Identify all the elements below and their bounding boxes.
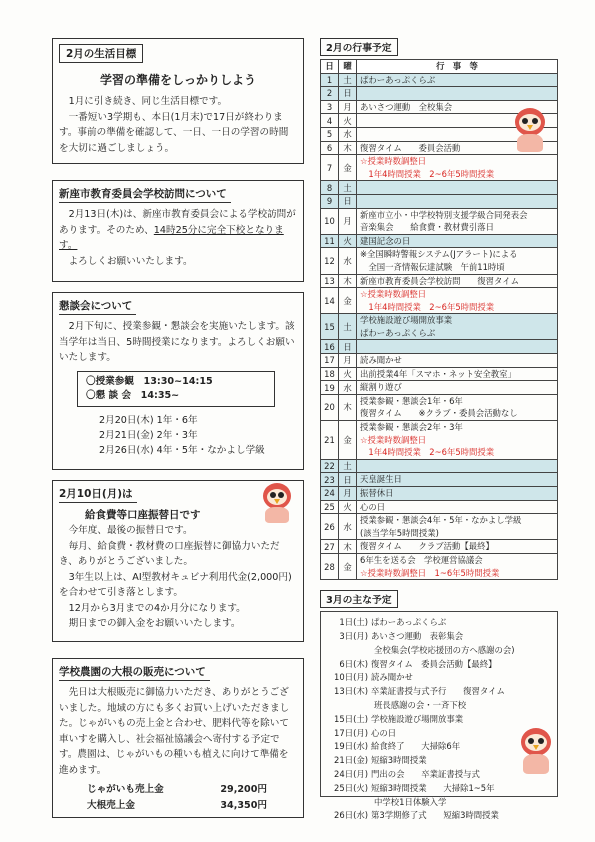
row-day: 19 — [321, 381, 339, 395]
right-column — [320, 38, 558, 821]
item-date: 24日(月) — [334, 768, 368, 779]
row-day: 28 — [321, 553, 339, 579]
row-weekday: 火 — [339, 114, 357, 128]
row-day: 16 — [321, 340, 339, 354]
row-weekday: 木 — [339, 394, 357, 420]
item-date: 3日(月) — [339, 630, 368, 641]
table-row — [321, 208, 558, 234]
early-dismissal-note: 14時25分に完全下校となります。 — [59, 224, 284, 251]
event-line: ☆授業時数調整日 — [360, 434, 427, 445]
school-visit-title: 新座市教育委員会学校訪問について — [59, 186, 231, 203]
item-event: 学校施設遊び場開放事業 — [371, 713, 464, 724]
meeting-time-item: 〇懇 談 会 14:35~ — [86, 389, 180, 401]
table-row — [321, 500, 558, 514]
event-line: 授業参観・懇談会1年・6年 — [360, 395, 463, 406]
farm-sale-box — [52, 658, 304, 818]
item-event: 読み聞かせ — [371, 672, 413, 683]
owl-mascot-cheering-icon — [510, 108, 550, 152]
row-weekday: 金 — [339, 421, 357, 460]
table-row — [321, 194, 558, 208]
row-weekday: 木 — [339, 274, 357, 288]
item-date: 1日(土) — [339, 617, 368, 628]
event-line: 振替休日 — [360, 488, 394, 498]
row-weekday: 水 — [339, 127, 357, 141]
list-item — [325, 658, 553, 672]
sale-row — [59, 782, 297, 798]
row-weekday: 月 — [339, 354, 357, 368]
table-row — [321, 514, 558, 540]
row-weekday: 水 — [339, 381, 357, 395]
row-day: 10 — [321, 208, 339, 234]
row-events — [357, 500, 558, 514]
row-weekday: 火 — [339, 367, 357, 381]
row-day: 17 — [321, 354, 339, 368]
table-row — [321, 487, 558, 501]
school-visit-text: 2月13日(木)は、新座市教育委員会による学校訪問があります。そのため、 — [59, 209, 296, 236]
row-day: 12 — [321, 248, 339, 274]
row-day: 7 — [321, 155, 339, 181]
row-day: 26 — [321, 514, 339, 540]
item-date: 6日(木) — [339, 658, 368, 669]
item-date: 13日(木) — [334, 686, 368, 697]
table-row — [321, 421, 558, 460]
row-day: 25 — [321, 500, 339, 514]
row-weekday: 水 — [339, 248, 357, 274]
event-line: 1年4時間授業 2~6年5時間授業 — [360, 301, 495, 312]
row-day: 21 — [321, 421, 339, 460]
payment-para2: 毎月、給食費・教材費の口座振替に御協力いただき、ありがとうございました。 — [59, 540, 280, 567]
item-event-continued: 全校集会(学校応援団の方へ感謝の会) — [374, 644, 515, 655]
owl-mascot-cleaning-icon — [516, 728, 556, 774]
event-line: 新座市教育委員会学校訪問 復習タイム — [360, 275, 519, 286]
table-row — [321, 288, 558, 314]
row-day: 24 — [321, 487, 339, 501]
table-row — [321, 248, 558, 274]
row-weekday: 木 — [339, 141, 357, 155]
item-date: 17日(月) — [334, 727, 368, 738]
event-line: 1年4時間授業 2~6年5時間授業 — [360, 447, 495, 458]
row-events — [357, 314, 558, 340]
table-row — [321, 367, 558, 381]
row-events — [357, 354, 558, 368]
meeting-dates — [59, 413, 297, 458]
event-line: 授業参観・懇談会2年・3年 — [360, 422, 463, 433]
farm-sale-para: 先日は大根販売に御協力いただき、ありがとうございました。地域の方にも多くお買い上げいただきました。じゃがいもの売上金と合わせ、肥料代等を除いて車いすを購入し、社会福祉協議会へ寄付する予定です。農園は、じゃがいもの種いも植えに向けて準備を進めます。 — [59, 687, 290, 776]
row-events — [357, 421, 558, 460]
life-goal-para2: 一番短い3学期も、本日(1月末)で17日が終わります。事前の準備を確認して、一日、一日の学習の時間を大切に過ごしましょう。 — [59, 111, 289, 154]
header-day: 日 — [321, 60, 339, 74]
table-row — [321, 234, 558, 248]
table-row — [321, 87, 558, 101]
list-item — [325, 671, 553, 685]
table-row — [321, 354, 558, 368]
row-weekday: 土 — [339, 459, 357, 473]
event-line: (該当学年5時間授業) — [360, 527, 439, 538]
row-day: 2 — [321, 87, 339, 101]
item-date: 15日(土) — [334, 713, 368, 724]
row-events — [357, 234, 558, 248]
event-line: 復習タイム クラブ活動【最終】 — [360, 541, 494, 552]
item-event: 短縮3時間授業 大掃除1~5年 — [371, 782, 495, 793]
event-line: ☆授業時数調整日 — [360, 156, 427, 167]
row-day: 3 — [321, 100, 339, 114]
row-day: 15 — [321, 314, 339, 340]
meeting-time-item: 〇授業参観 13:30~14:15 — [86, 375, 213, 387]
item-date: 26日(水) — [334, 810, 368, 821]
sale-label: 大根売上金 — [87, 800, 135, 811]
row-events — [357, 181, 558, 195]
list-item — [325, 713, 553, 727]
row-weekday: 土 — [339, 181, 357, 195]
table-row — [321, 340, 558, 354]
event-line: 心の日 — [360, 501, 386, 512]
item-event-continued: 中学校1日体験入学 — [374, 796, 447, 807]
row-events — [357, 155, 558, 181]
event-line: 学校施設遊び場開放事業 — [360, 315, 453, 326]
event-line: 復習タイム ※クラブ・委員会活動なし — [360, 408, 518, 419]
table-row — [321, 540, 558, 554]
event-line: 復習タイム 委員会活動 — [360, 142, 461, 153]
event-line: 音楽集会 給食費・教材費引落日 — [360, 222, 494, 233]
sale-amount: 29,200円 — [220, 784, 267, 795]
owl-mascot-teacher-icon — [259, 483, 295, 523]
row-weekday: 火 — [339, 234, 357, 248]
payment-title: 2月10日(月)は — [59, 486, 137, 503]
table-row — [321, 394, 558, 420]
table-row — [321, 73, 558, 87]
school-visit-box — [52, 180, 304, 282]
row-events — [357, 194, 558, 208]
table-row — [321, 459, 558, 473]
event-line: 1年4時間授業 2~6年5時間授業 — [360, 168, 495, 179]
event-line: 縦割り遊び — [360, 382, 402, 393]
row-weekday: 日 — [339, 87, 357, 101]
payment-subtitle: 給食費等口座振替日です — [85, 509, 201, 521]
row-events — [357, 274, 558, 288]
row-weekday: 月 — [339, 100, 357, 114]
item-event: 卒業証書授与式予行 復習タイム — [371, 686, 505, 697]
row-day: 1 — [321, 73, 339, 87]
event-line: 6年生を送る会 学校運営協議会 — [360, 554, 483, 565]
row-events — [357, 381, 558, 395]
mar-schedule-title: 3月の主な予定 — [320, 590, 398, 608]
meeting-date-item: 2月21日(金) 2年・3年 — [99, 429, 198, 441]
meeting-date-item: 2月20日(木) 1年・6年 — [99, 414, 198, 426]
row-day: 5 — [321, 127, 339, 141]
row-day: 23 — [321, 473, 339, 487]
feb-schedule-title: 2月の行事予定 — [320, 38, 398, 56]
row-events — [357, 553, 558, 579]
row-events — [357, 288, 558, 314]
table-row — [321, 473, 558, 487]
row-events — [357, 248, 558, 274]
row-weekday: 金 — [339, 288, 357, 314]
row-weekday: 木 — [339, 540, 357, 554]
row-events — [357, 473, 558, 487]
meeting-box — [52, 292, 304, 470]
row-day: 22 — [321, 459, 339, 473]
meeting-para1: 2月下旬に、授業参観・懇談会を実施いたします。該当学年は当日、5時間授業になります。よろしくお願いいたします。 — [59, 321, 295, 363]
item-event: 心の日 — [371, 727, 397, 738]
item-event-continued: 班長感謝の会・一斉下校 — [374, 699, 467, 710]
item-event: 給食終了 大掃除6年 — [371, 741, 461, 752]
item-event: 復習タイム 委員会活動【最終】 — [371, 658, 497, 669]
table-row — [321, 381, 558, 395]
table-header-row — [321, 60, 558, 74]
row-day: 8 — [321, 181, 339, 195]
row-weekday: 土 — [339, 314, 357, 340]
table-row — [321, 181, 558, 195]
event-line: 授業参観・懇談会4年・5年・なかよし学級 — [360, 515, 522, 526]
event-line: 読み聞かせ — [360, 355, 402, 366]
life-goal-para1: 1月に引き続き、同じ生活目標です。 — [68, 96, 228, 107]
item-event: 第3学期修了式 短縮3時間授業 — [371, 810, 499, 821]
farm-sale-title: 学校農園の大根の販売について — [59, 664, 210, 681]
school-visit-para1 — [59, 207, 297, 254]
payment-para1: 今年度、最後の振替日です。 — [68, 525, 193, 536]
event-line: ☆授業時数調整日 1~6年5時間授業 — [360, 567, 500, 578]
header-weekday: 曜 — [339, 60, 357, 74]
list-item — [325, 630, 553, 644]
row-events — [357, 367, 558, 381]
item-event: あいさつ運動 表彰集会 — [371, 630, 464, 641]
row-weekday: 月 — [339, 487, 357, 501]
meeting-times-box — [77, 371, 275, 407]
row-day: 4 — [321, 114, 339, 128]
row-weekday: 日 — [339, 340, 357, 354]
event-line: 全国一斉情報伝達試験 午前11時頃 — [360, 261, 505, 272]
list-item — [325, 809, 553, 823]
row-day: 9 — [321, 194, 339, 208]
item-event: 門出の会 卒業証書授与式 — [371, 768, 480, 779]
row-weekday: 金 — [339, 553, 357, 579]
payment-para3: 3年生以上は、AI型教材キュビナ利用代金(2,000円)を合わせて引き落とします。 — [59, 571, 292, 598]
row-weekday: 日 — [339, 194, 357, 208]
table-row — [321, 274, 558, 288]
meeting-title: 懇談会について — [59, 298, 136, 315]
row-weekday: 水 — [339, 514, 357, 540]
item-date: 25日(火) — [334, 782, 368, 793]
list-item — [325, 782, 553, 796]
item-date: 10日(月) — [334, 672, 368, 683]
list-item — [325, 616, 553, 630]
item-event: 短縮3時間授業 — [371, 755, 427, 766]
row-events — [357, 340, 558, 354]
row-day: 20 — [321, 394, 339, 420]
row-weekday: 火 — [339, 500, 357, 514]
row-events — [357, 87, 558, 101]
event-line: 建国記念の日 — [360, 235, 411, 246]
farm-sale-amounts — [59, 782, 297, 814]
row-day: 11 — [321, 234, 339, 248]
row-day: 27 — [321, 540, 339, 554]
row-events — [357, 487, 558, 501]
event-line: あいさつ運動 全校集会 — [360, 101, 453, 112]
payment-box — [52, 480, 304, 642]
row-weekday: 金 — [339, 155, 357, 181]
event-line: 新座市立小・中学校特別支援学級合同発表会 — [360, 209, 528, 220]
sale-label: じゃがいも売上金 — [87, 784, 164, 795]
table-row — [321, 314, 558, 340]
sale-row — [59, 798, 297, 814]
list-item — [325, 685, 553, 699]
row-day: 6 — [321, 141, 339, 155]
table-row — [321, 553, 558, 579]
table-row — [321, 155, 558, 181]
row-events — [357, 540, 558, 554]
row-weekday: 土 — [339, 73, 357, 87]
row-day: 13 — [321, 274, 339, 288]
row-events — [357, 73, 558, 87]
meeting-date-item: 2月26日(水) 4年・5年・なかよし学級 — [99, 444, 265, 456]
life-goal-motto: 学習の準備をしっかりしよう — [99, 73, 256, 87]
row-events — [357, 459, 558, 473]
item-event: ぱわーあっぷくらぶ — [371, 617, 447, 628]
row-day: 14 — [321, 288, 339, 314]
event-line: ☆授業時数調整日 — [360, 289, 427, 300]
life-goal-box — [52, 38, 304, 164]
row-events — [357, 394, 558, 420]
school-visit-para2: よろしくお願いいたします。 — [68, 255, 193, 267]
left-column — [52, 38, 304, 818]
event-line: ぱわーあっぷくらぶ — [360, 74, 436, 85]
payment-para4: 12月から3月までの4か月分になります。 — [68, 602, 246, 614]
life-goal-title: 2月の生活目標 — [59, 44, 143, 63]
sale-amount: 34,350円 — [220, 800, 267, 811]
item-date: 21日(金) — [334, 755, 368, 766]
row-day: 18 — [321, 367, 339, 381]
event-line: 出前授業4年「スマホ・ネット安全教室」 — [360, 368, 516, 379]
row-events — [357, 208, 558, 234]
row-weekday: 月 — [339, 208, 357, 234]
row-weekday: 日 — [339, 473, 357, 487]
event-line: ぱわーあっぷくらぶ — [360, 327, 436, 338]
event-line: 天皇誕生日 — [360, 474, 402, 485]
payment-para5: 期日までの御入金をお願いいたします。 — [68, 618, 241, 629]
event-line: ※全国瞬時警報システム(Jアラート)による — [360, 249, 518, 260]
row-events — [357, 514, 558, 540]
item-date: 19日(水) — [334, 741, 368, 752]
header-event: 行 事 等 — [357, 60, 558, 74]
